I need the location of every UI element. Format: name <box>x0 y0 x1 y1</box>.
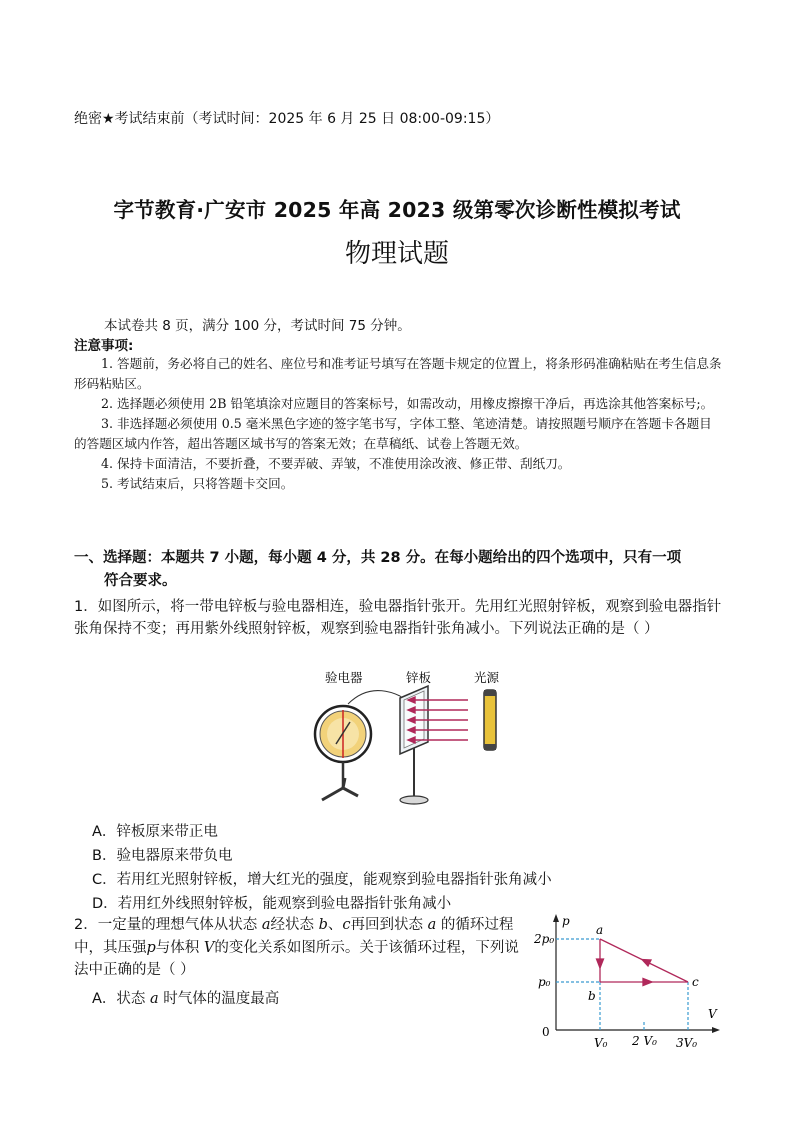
x-tick-2v0: 2 V₀ <box>632 1034 657 1048</box>
state-a-label: a <box>596 923 604 937</box>
notice-title: 注意事项: <box>74 338 134 354</box>
notice-item: 3. 非选择题必须使用 0.5 毫米黑色字迹的签字笔书写，字体工整、笔迹清楚。请按照题号顺序在答题卡各题目的答题区域内作答，超出答题区域书写的答案无效；在草稿纸、试卷上答题无效。 <box>74 416 712 451</box>
y-axis-label: p <box>562 914 570 928</box>
x-tick-3v0: 3V₀ <box>676 1036 698 1050</box>
electroscope-icon <box>315 691 410 800</box>
photoelectric-figure <box>300 664 520 814</box>
x-tick-v0: V₀ <box>594 1036 608 1050</box>
notice-item: 4. 保持卡面清洁，不要折叠，不要弄破、弄皱，不准使用涂改液、修正带、刮纸刀。 <box>101 456 571 471</box>
x-axis-label: V <box>708 1007 717 1021</box>
notice-item: 5. 考试结束后，只将答题卡交回。 <box>101 476 294 491</box>
notice-list <box>74 354 724 494</box>
q1-option-d: D．若用红外线照射锌板，能观察到验电器指针张角减小 <box>92 896 452 912</box>
q1-option-b: B．验电器原来带负电 <box>92 848 233 864</box>
zinc-plate-label: 锌板 <box>406 670 432 685</box>
state-b-label: b <box>588 989 596 1003</box>
y-tick-2p0: 2p₀ <box>534 932 555 946</box>
q1-option-c: C．若用红光照射锌板，增大红光的强度，能观察到验电器指针张角减小 <box>92 872 552 888</box>
pv-graph <box>530 912 730 1052</box>
question-2-stem: 2．一定量的理想气体从状态 a经状态 b、c再回到状态 a 的循环过程中，其压强p与体积 V的变化关系如图所示。关于该循环过程，下列说法中正确的是（ ） <box>74 917 519 978</box>
section-heading-line1: 一、选择题：本题共 7 小题，每小题 4 分，共 28 分。在每小题给出的四个选项中，只有一项 <box>74 550 682 566</box>
exam-subtitle: 物理试题 <box>344 239 449 269</box>
cycle-path <box>597 939 689 986</box>
question-1-stem: 1．如图所示，将一带电锌板与验电器相连，验电器指针张开。先用红光照射锌板，观察到验电器指针张角保持不变；再用紫外线照射锌板，观察到验电器指针张角减小。下列说法正确的是（ ） <box>74 599 722 637</box>
section-heading-line2: 符合要求。 <box>104 573 177 589</box>
intro-text: 本试卷共 8 页，满分 100 分，考试时间 75 分钟。 <box>104 318 411 334</box>
zinc-plate-icon <box>400 686 428 804</box>
guide-lines <box>556 939 688 1030</box>
exam-title: 字节教育·广安市 2025 年高 2023 级第零次诊断性模拟考试 <box>113 198 681 222</box>
notice-item: 1. 答题前，务必将自己的姓名、座位号和准考证号填写在答题卡规定的位置上，将条形码准确粘贴在考生信息条形码粘贴区。 <box>74 356 722 391</box>
state-c-label: c <box>692 975 699 989</box>
light-source-label: 光源 <box>474 670 500 685</box>
secret-line: 绝密★考试结束前（考试时间：2025 年 6 月 25 日 08:00-09:15） <box>74 111 500 127</box>
y-tick-p0: p₀ <box>538 975 551 989</box>
q2-option-a: A．状态 a 时气体的温度最高 <box>92 991 280 1007</box>
notice-item: 2. 选择题必须使用 2B 铅笔填涂对应题目的答案标号，如需改动，用橡皮擦擦干净后，再选涂其他答案标号;。 <box>101 396 714 411</box>
q1-option-a: A．锌板原来带正电 <box>92 824 218 840</box>
light-source-icon <box>484 690 496 750</box>
section-heading <box>74 547 734 593</box>
origin-label: 0 <box>542 1025 550 1039</box>
electroscope-label: 验电器 <box>325 670 363 685</box>
